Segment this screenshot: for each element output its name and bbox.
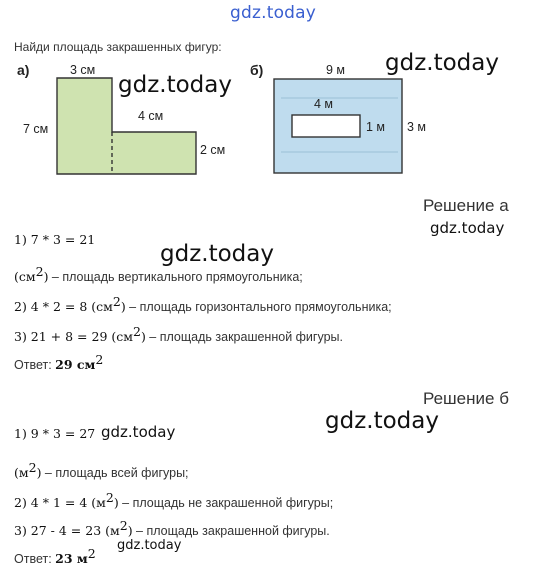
solution-a-line-4: 3) 21 + 8 = 29 $(см^2)$ – площадь закрашенной фигуры.: [14, 324, 343, 345]
figure-a-label: а): [17, 62, 30, 78]
solution-b-line-1: 1) 9 * 3 = 27: [14, 426, 96, 441]
task-text: Найди площадь закрашенных фигур:: [14, 40, 222, 54]
watermark-bottom: gdz.today: [117, 538, 182, 553]
watermark-inline-b: gdz.today: [101, 423, 176, 441]
figure-b-hole: [292, 115, 360, 137]
watermark-top: gdz.today: [230, 3, 317, 23]
watermark-figure-b: gdz.today: [385, 50, 499, 76]
figure-a-arm-height: 2 см: [200, 143, 226, 157]
watermark-big-b: gdz.today: [325, 408, 439, 434]
figure-a-height: 7 см: [23, 122, 49, 136]
watermark-figure-a: gdz.today: [118, 72, 232, 98]
solution-a-answer: Ответ: 29 $см^2$: [14, 352, 104, 373]
figure-a-top-width: 3 см: [70, 63, 96, 77]
figure-b-width: 9 м: [326, 63, 346, 77]
solution-b-answer: Ответ: 23 $м^2$: [14, 546, 96, 567]
watermark-mid-a: gdz.today: [160, 241, 274, 267]
figure-b-drawing: [273, 78, 405, 176]
figure-b-label: б): [250, 62, 264, 78]
figure-b-hole-width: 4 м: [314, 97, 334, 111]
figure-b-height: 3 м: [407, 120, 427, 134]
figure-a-arm-width: 4 см: [138, 109, 164, 123]
watermark-solution-a: gdz.today: [430, 219, 505, 237]
solution-a-heading: Решение а: [423, 196, 509, 215]
solution-a-line-3: 2) 4 * 2 = 8 $(см^2)$ – площадь горизонтального прямоугольника;: [14, 294, 392, 315]
figure-b-hole-height: 1 м: [366, 120, 386, 134]
solution-b-line-4: 3) 27 - 4 = 23 $(м^2)$ – площадь закрашенной фигуры.: [14, 518, 330, 539]
solution-b-heading: Решение б: [423, 389, 509, 408]
solution-b-line-3: 2) 4 * 1 = 4 $(м^2)$ – площадь не закрашенной фигуры;: [14, 490, 334, 511]
solution-a-line-1: 1) 7 * 3 = 21: [14, 232, 96, 247]
solution-b-line-2: $(м^2)$ – площадь всей фигуры;: [14, 460, 189, 481]
solution-a-line-2: $(см^2)$ – площадь вертикального прямоугольника;: [14, 264, 303, 285]
